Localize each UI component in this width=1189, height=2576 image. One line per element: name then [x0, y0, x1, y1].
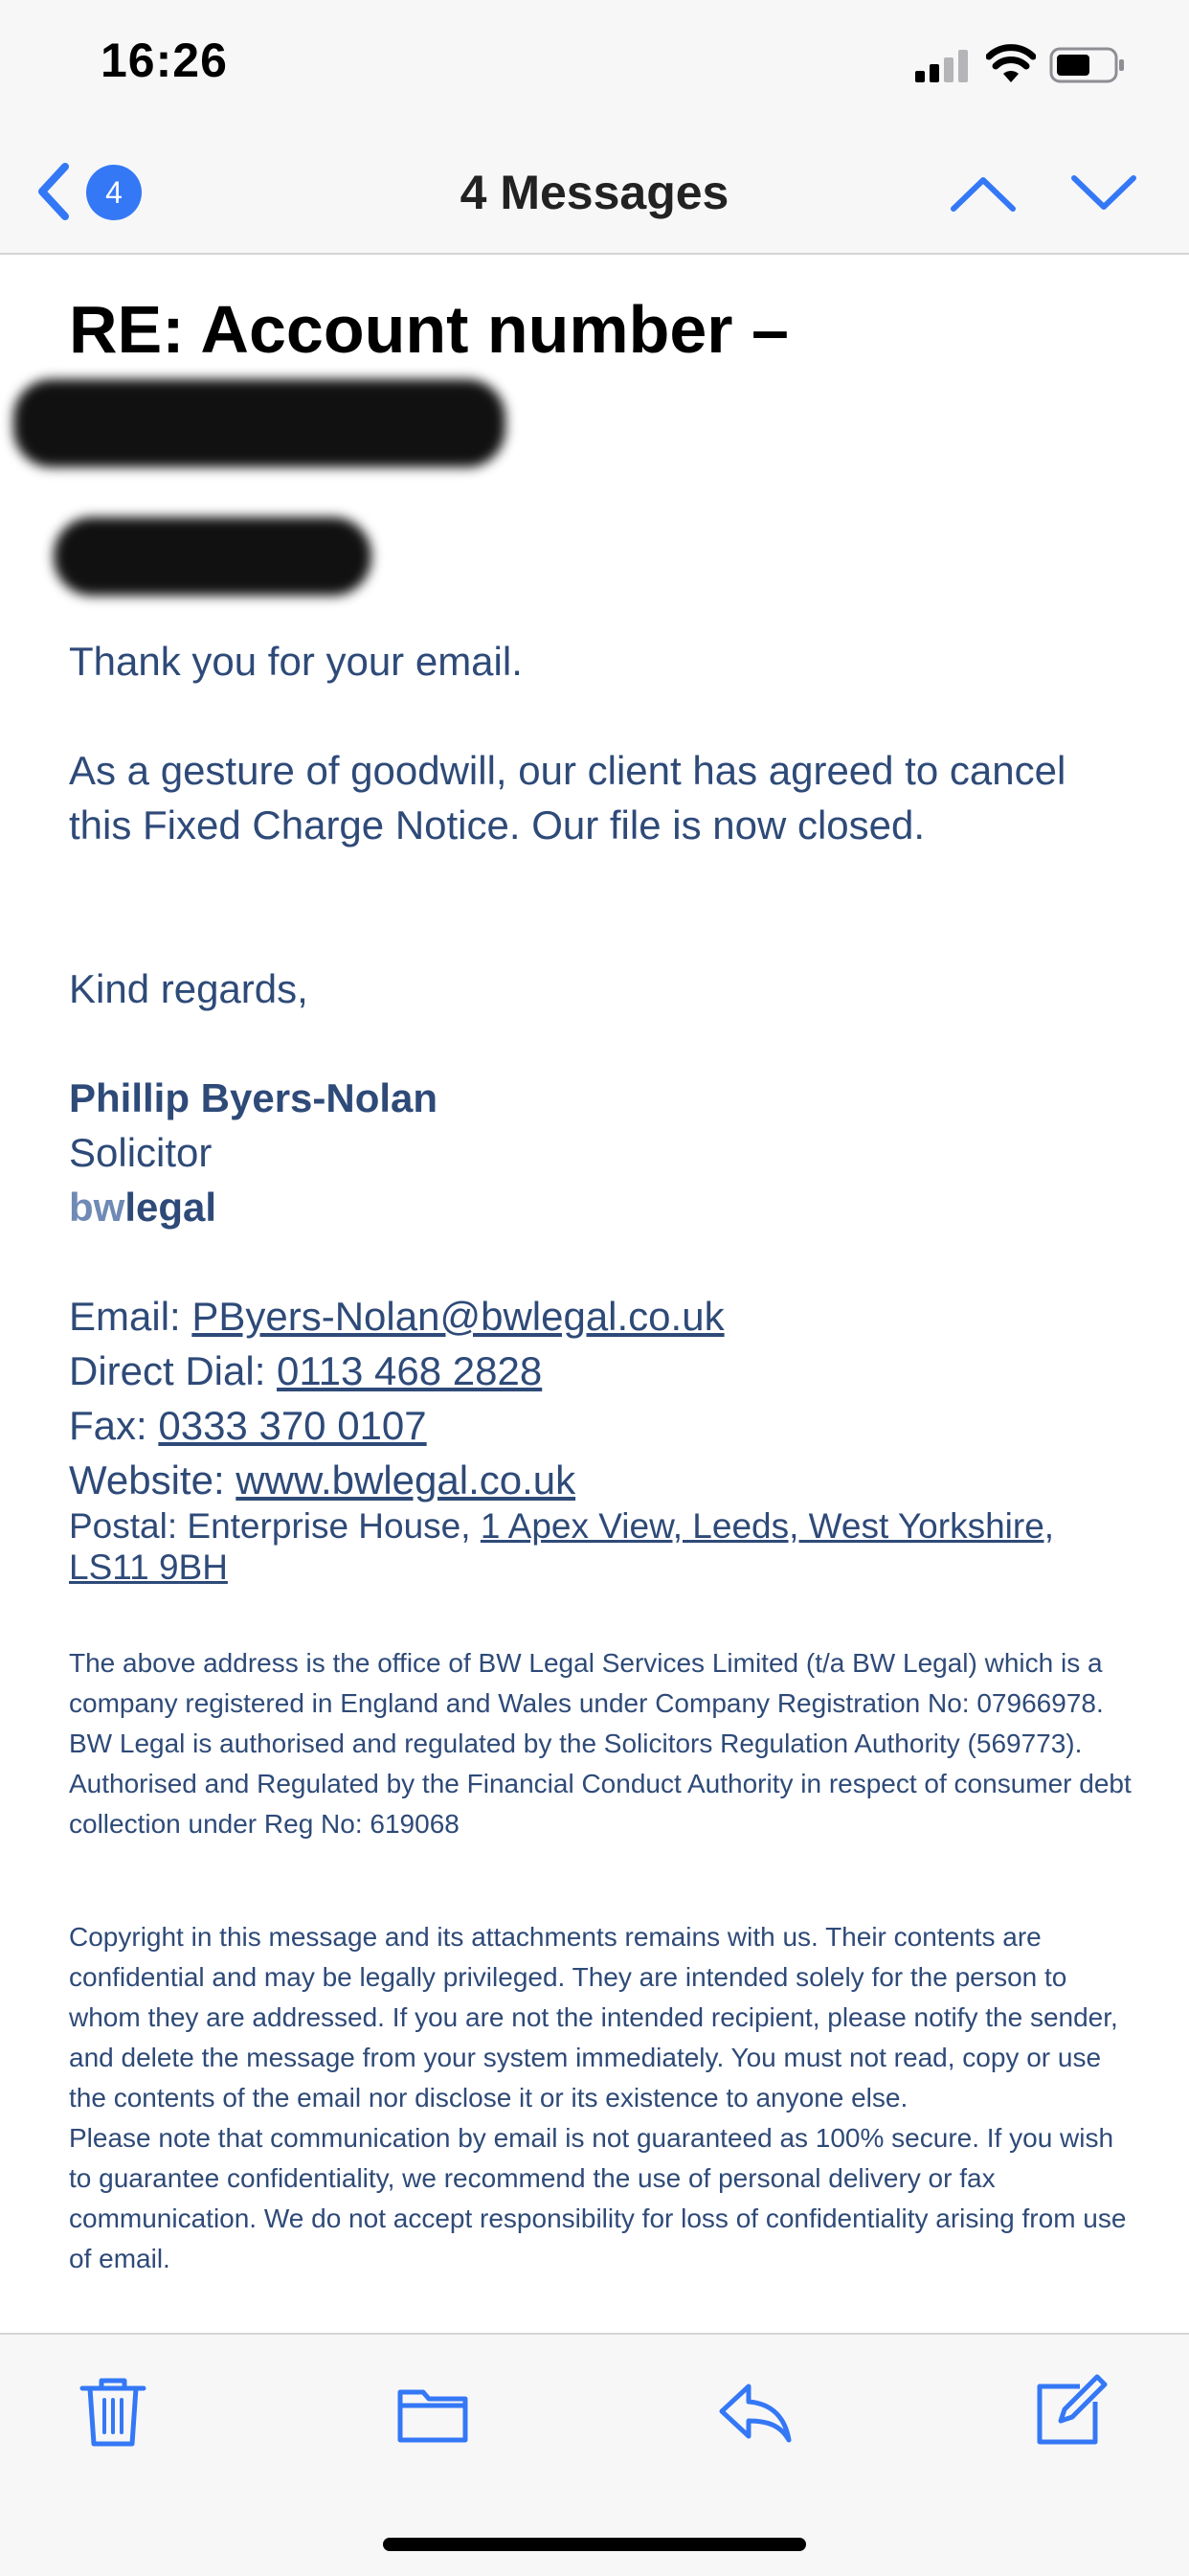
contact-website-row — [69, 1453, 575, 1507]
contact-fax-row — [69, 1398, 427, 1453]
direct-dial-label: Direct Dial: — [69, 1348, 278, 1393]
postal-address — [69, 1505, 1132, 1588]
home-indicator — [383, 2538, 806, 2551]
cellular-signal-icon — [915, 50, 969, 82]
logo-bw-text: bw — [69, 1185, 125, 1230]
address-link[interactable]: 1 Apex View, Leeds, West Yorkshire, LS11 9BH — [69, 1506, 1055, 1587]
email-link[interactable]: PByers-Nolan@bwlegal.co.uk — [191, 1294, 725, 1339]
website-label: Website: — [69, 1457, 236, 1503]
redacted-block — [54, 517, 371, 596]
navigation-bar — [0, 134, 1189, 255]
wifi-icon — [986, 44, 1036, 82]
status-bar — [0, 0, 1189, 134]
signature-name: Phillip Byers-Nolan — [69, 1075, 438, 1120]
status-time: 16:26 — [101, 34, 228, 87]
email-paragraph: As a gesture of goodwill, our client has agreed to cancel this Fixed Charge Notice. Our file is now closed. — [69, 748, 1066, 847]
postal-label: Postal: Enterprise House, — [69, 1506, 481, 1546]
unread-count-badge: 4 — [86, 165, 142, 220]
email-closing: Kind regards, — [69, 966, 308, 1011]
company-logo — [69, 1180, 216, 1234]
email-body[interactable] — [0, 255, 1189, 2333]
email-label: Email: — [69, 1294, 192, 1339]
phone-link[interactable]: 0113 468 2828 — [277, 1348, 543, 1393]
contact-dial-row — [69, 1344, 542, 1398]
bottom-toolbar — [0, 2333, 1189, 2576]
compose-icon[interactable] — [1032, 2373, 1109, 2450]
redacted-block — [13, 379, 505, 467]
fax-label: Fax: — [69, 1403, 159, 1448]
reply-icon[interactable] — [716, 2373, 793, 2450]
email-greeting-line: Thank you for your email. — [69, 639, 523, 684]
signature-role: Solicitor — [69, 1130, 213, 1175]
chevron-up-icon[interactable] — [948, 167, 1019, 220]
email-subject: RE: Account number – — [69, 292, 789, 367]
website-link[interactable]: www.bwlegal.co.uk — [236, 1457, 576, 1503]
nav-title: 4 Messages — [460, 166, 729, 219]
battery-icon — [1049, 46, 1126, 84]
folder-icon[interactable] — [394, 2373, 471, 2450]
contact-email-row — [69, 1289, 725, 1344]
chevron-down-icon[interactable] — [1068, 167, 1139, 220]
fax-link[interactable]: 0333 370 0107 — [158, 1403, 427, 1448]
trash-icon[interactable] — [75, 2373, 151, 2450]
legal-disclaimer: The above address is the office of BW Legal Services Limited (t/a BW Legal) which is a company registered in England and Wales under Company Registration No: 07966978. BW Legal is authorised and regulated by the Solicitors Regulation Authority (569773). Authorised and Regulated by the Financial Conduct Authority in respect of consumer debt collection under Reg No: 619068 — [69, 1648, 1132, 1839]
confidentiality-notice: Copyright in this message and its attachments remains with us. Their contents are confidential and may be legally privileged. They are intended solely for the person to whom they are addressed. If you are not the intended recipient, please notify the sender, and delete the message from your system immediately. You must not read, copy or use the contents of the email nor disclose it or its existence to anyone else. Please note that communication by email is not guaranteed as 100% secure. If you wish to guarantee confidentiality, we recommend the use of personal delivery or fax communication. We do not accept responsibility for loss of confidentiality arising from use of email. — [69, 1922, 1127, 2273]
logo-legal-text: legal — [124, 1185, 217, 1230]
